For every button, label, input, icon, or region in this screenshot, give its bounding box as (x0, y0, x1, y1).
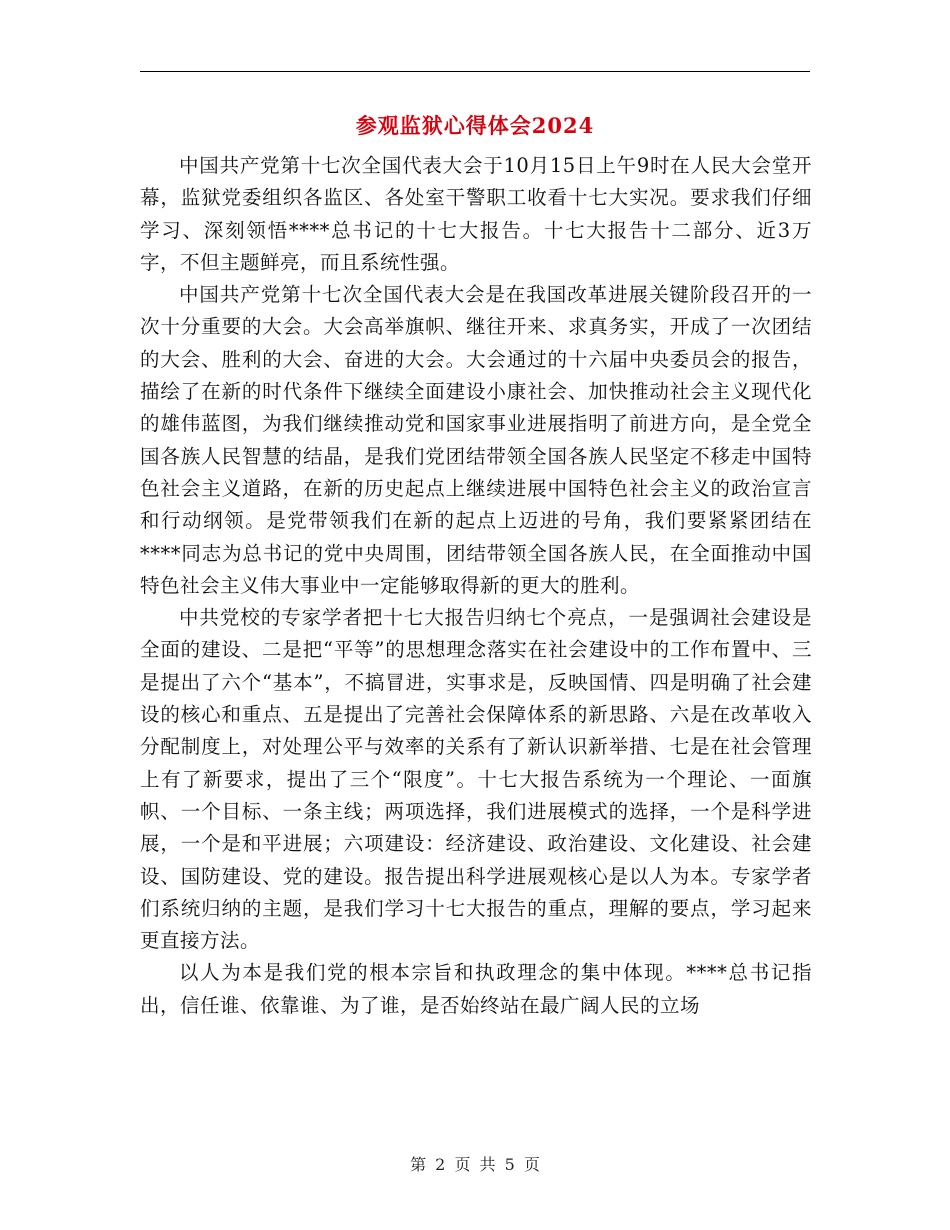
paragraph-3: 中共党校的专家学者把十七大报告归纳七个亮点，一是强调社会建设是全面的建设、二是把“平等”的思想理念落实在社会建设中的工作布置中、三是提出了六个“基本”，不搞冒进，实事求是，反映国情、四是明确了社会建设的核心和重点、五是提出了完善社会保障体系的新思路、六是在改革收入分配制度上，对处理公平与效率的关系有了新认识新举措、七是在社会管理上有了新要求，提出了三个“限度”。十七大报告系统为一个理论、一面旗帜、一个目标、一条主线；两项选择，我们进展模式的选择，一个是科学进展，一个是和平进展；六项建设：经济建设、政治建设、文化建设、社会建设、国防建设、党的建设。报告提出科学进展观核心是以人为本。专家学者们系统归纳的主题，是我们学习十七大报告的重点，理解的要点，学习起来更直接方法。 (140, 606, 812, 953)
header-rule (140, 71, 810, 72)
page-number-footer: 第 2 页 共 5 页 (410, 1155, 540, 1174)
paragraph-1: 中国共产党第十七次全国代表大会于10月15日上午9时在人民大会堂开幕，监狱党委组织各监区、各处室干警职工收看十七大实况。要求我们仔细学习、深刻领悟****总书记的十七大报告。十七大报告十二部分、近3万字，不但主题鲜亮，而且系统性强。 (140, 154, 812, 274)
document-title: 参观监狱心得体会2024 (355, 113, 595, 138)
document-body (140, 150, 812, 1022)
paragraph-2: 中国共产党第十七次全国代表大会是在我国改革进展关键阶段召开的一次十分重要的大会。大会高举旗帜、继往开来、求真务实，开成了一次团结的大会、胜利的大会、奋进的大会。大会通过的十六届中央委员会的报告，描绘了在新的时代条件下继续全面建设小康社会、加快推动社会主义现代化的雄伟蓝图，为我们继续推动党和国家事业进展指明了前进方向，是全党全国各族人民智慧的结晶，是我们党团结带领全国各族人民坚定不移走中国特色社会主义道路，在新的历史起点上继续进展中国特色社会主义的政治宣言和行动纲领。是党带领我们在新的起点上迈进的号角，我们要紧紧团结在****同志为总书记的党中央周围，团结带领全国各族人民，在全面推动中国特色社会主义伟大事业中一定能够取得新的更大的胜利。 (140, 283, 812, 597)
paragraph-4: 以人为本是我们党的根本宗旨和执政理念的集中体现。****总书记指出，信任谁、依靠谁、为了谁，是否始终站在最广阔人民的立场 (140, 961, 812, 1017)
